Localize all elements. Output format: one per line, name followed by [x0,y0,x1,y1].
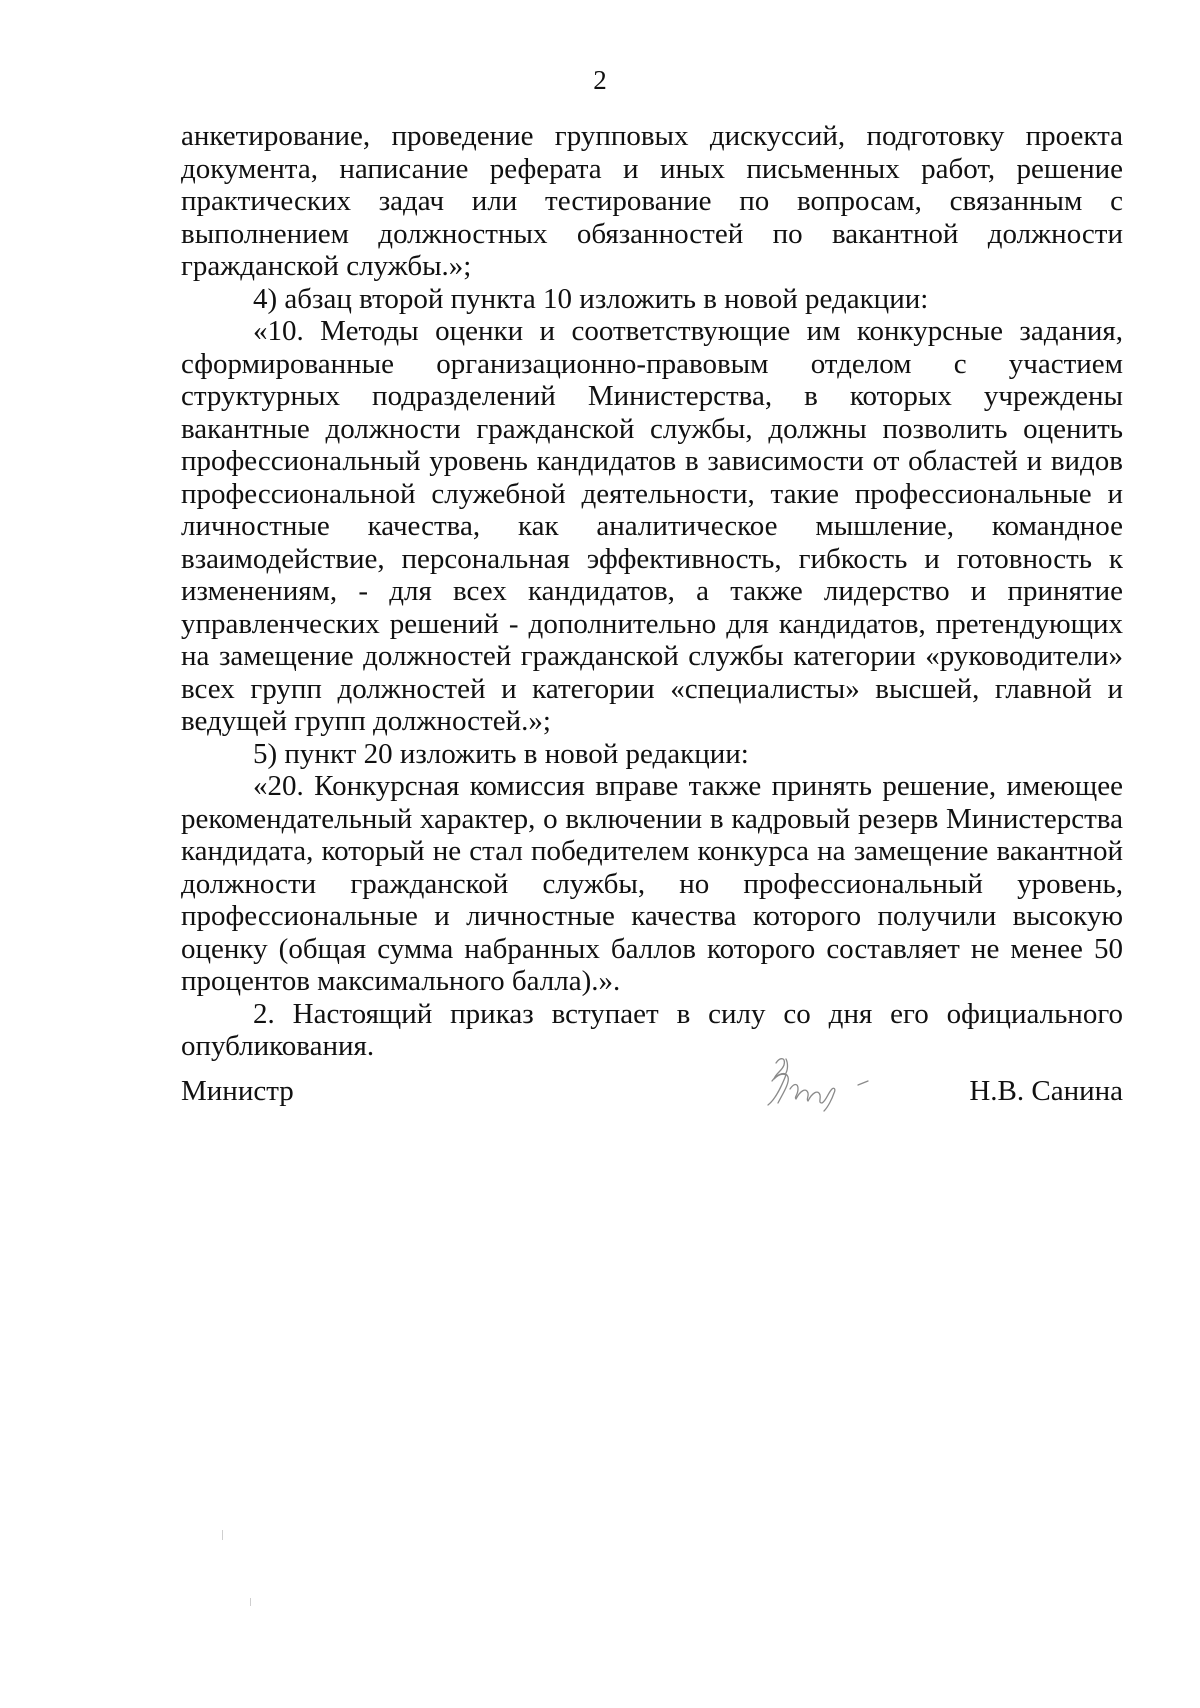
page-number: 2 [593,65,607,95]
scan-artifact [250,1598,251,1606]
document-body [181,120,1123,1063]
signature-block [181,1075,1123,1115]
scan-artifact [222,1530,223,1540]
handwritten-signature [746,1049,896,1119]
paragraph-clause-10: «10. Методы оценки и соответствующие им конкурсные задания, сформированные организационно-правовым отделом с участием структурных подразделений Министерства, в которых учреждены вакантные должности гражданской службы, должны позволить оценить профессиональный уровень кандидатов в зависимости от областей и видов профессиональной служебной деятельности, такие профессиональные и личностные качества, как аналитическое мышление, командное взаимодействие, персональная эффективность, гибкость и готовность к изменениям, - для всех кандидатов, а также лидерство и принятие управленческих решений - дополнительно для кандидатов, претендующих на замещение должностей гражданской службы категории «руководители» всех групп должностей и категории «специалисты» высшей, главной и ведущей групп должностей.»; [181,315,1123,737]
paragraph-amendment-5: 5) пункт 20 изложить в новой редакции: [253,737,749,770]
signer-title: Министр [181,1075,294,1107]
paragraph-amendment-4: 4) абзац второй пункта 10 изложить в новой редакции: [253,282,929,315]
paragraph-clause-20: «20. Конкурсная комиссия вправе также принять решение, имеющее рекомендательный характер, о включении в кадровый резерв Министерства кандидата, который не стал победителем конкурса на замещение вакантной должности гражданской службы, но профессиональный уровень, профессиональные и личностные качества которого получили высокую оценку (общая сумма набранных баллов которого составляет не менее 50 процентов максимального балла).». [181,770,1123,997]
paragraph-continuation: анкетирование, проведение групповых дискуссий, подготовку проекта документа, написание реферата и иных письменных работ, решение практических задач или тестирование по вопросам, связанным с выполнением должностных обязанностей по вакантной должности гражданской службы.»; [181,120,1123,282]
paragraph-effective-date: 2. Настоящий приказ вступает в силу со дня его официального опубликования. [181,997,1123,1062]
signer-name: Н.В. Санина [969,1075,1123,1107]
